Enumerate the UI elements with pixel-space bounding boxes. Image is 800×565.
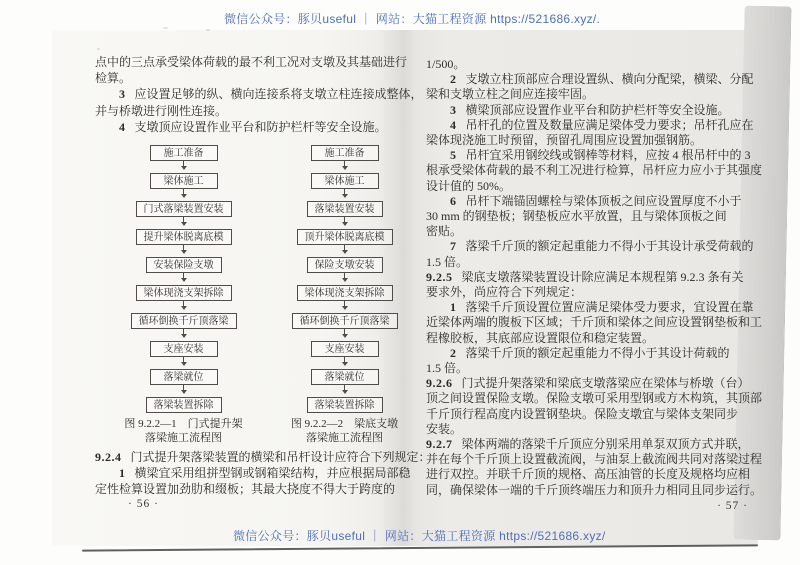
text-line bbox=[426, 117, 754, 133]
page-number-56: · 56 · bbox=[128, 498, 159, 510]
item-number: 4 bbox=[450, 117, 457, 132]
line-text: 梁和支墩立柱之间应连接牢固。 bbox=[426, 87, 595, 102]
line-text: 密贴。 bbox=[426, 224, 463, 239]
flowchart-step bbox=[131, 313, 237, 341]
flowchart-step bbox=[150, 173, 218, 201]
figure-caption-line2: 落梁施工流程图 bbox=[145, 431, 222, 444]
flowchart-step bbox=[297, 285, 393, 313]
item-number: 2 bbox=[450, 72, 457, 87]
figure-caption-line1: 图 9.2.2—1 门式提升架 bbox=[124, 418, 243, 430]
text-line bbox=[426, 148, 750, 163]
flowchart-step bbox=[146, 257, 222, 285]
line-text: 设计值的 50%。 bbox=[426, 178, 511, 193]
arrow-down-icon bbox=[181, 329, 187, 341]
flowchart-step bbox=[136, 201, 232, 229]
line-text: 落梁千斤顶设置位置应满足梁体受力要求，宜设置在靠 bbox=[465, 300, 754, 315]
text-line bbox=[426, 72, 754, 87]
arrow-down-icon bbox=[181, 357, 187, 369]
line-text: 检算。 bbox=[95, 71, 132, 86]
flowchart-step-box: 梁体施工 bbox=[150, 173, 218, 189]
flowchart-steps bbox=[108, 145, 259, 413]
arrow-down-icon bbox=[342, 161, 348, 173]
left-page-bottom-paragraphs bbox=[95, 449, 431, 498]
line-text: 梁体两端的落梁千斤顶应分别采用单泵双顶方式并联， bbox=[461, 437, 750, 452]
arrow-down-icon bbox=[181, 217, 187, 229]
flowchart-step bbox=[307, 257, 383, 285]
text-line bbox=[426, 224, 750, 239]
line-text: 近梁体两端的腹板下区域；千斤顶和梁体之间应设置钢垫板和工 bbox=[426, 315, 763, 330]
text-line bbox=[426, 300, 754, 315]
line-text: 定性检算设置加劲肋和缀板；其最大挠度不得大于跨度的 bbox=[95, 482, 396, 497]
text-line bbox=[426, 194, 750, 209]
line-text: 程橡胶板，其底部应设置限位和稳定装置。 bbox=[426, 330, 655, 345]
flowchart-step-box: 落梁装置安装 bbox=[307, 201, 383, 217]
text-line bbox=[426, 452, 763, 467]
text-line bbox=[426, 103, 750, 118]
flowchart-step bbox=[311, 369, 379, 397]
text-line bbox=[426, 422, 750, 437]
line-text: 顶之间设置保险支墩。保险支墩可采用型钢或方木构筑，其顶部 bbox=[426, 391, 763, 406]
item-number: 9.2.5 bbox=[426, 269, 453, 284]
flowchart-step bbox=[146, 397, 222, 413]
line-text: 30 mm 的钢垫板；钢垫板应水平放置，且与梁体顶板之间 bbox=[426, 209, 727, 224]
flowchart-beam-bottom-support bbox=[269, 145, 420, 445]
line-text: 并与桥墩进行刚性连接。 bbox=[95, 103, 228, 118]
scan-speck bbox=[163, 27, 168, 29]
text-line bbox=[426, 331, 750, 346]
arrow-down-icon bbox=[342, 189, 348, 201]
line-text: 梁体现浇施工时预留，预留孔周围应设置加强钢筋。 bbox=[426, 133, 703, 148]
line-text: 进行双控。并联千斤顶的规格、高压油管的长度及规格均应相 bbox=[426, 467, 751, 482]
line-text: 点中的三点承受梁体荷载的最不利工况对支墩及其基础进行 bbox=[95, 55, 408, 69]
flowchart-step bbox=[150, 145, 218, 173]
arrow-down-icon bbox=[181, 161, 187, 173]
flowchart-step-box: 落梁装置拆除 bbox=[146, 397, 222, 413]
flowchart-step-box: 保险支墩安装 bbox=[307, 257, 383, 273]
flowchart-step-box: 施工准备 bbox=[311, 145, 379, 161]
line-text: 梁底支墩落梁装置设计除应满足本规程第 9.2.3 条有关 bbox=[461, 269, 744, 284]
flowchart-step bbox=[136, 229, 232, 257]
flowchart-step-box: 提升梁体脱离底模 bbox=[136, 229, 232, 245]
arrow-down-icon bbox=[342, 245, 348, 257]
flowchart-step-box: 安装保险支墩 bbox=[146, 257, 222, 273]
flowchart-step bbox=[311, 341, 379, 369]
item-number: 1 bbox=[119, 466, 126, 481]
text-line bbox=[426, 270, 750, 285]
line-text: 1/500。 bbox=[426, 57, 466, 71]
text-line bbox=[426, 346, 750, 361]
arrow-down-icon bbox=[342, 217, 348, 229]
flowchart-step bbox=[311, 173, 379, 201]
flowchart-step bbox=[150, 341, 218, 369]
flowchart-steps bbox=[269, 145, 420, 413]
flowchart-step bbox=[297, 229, 393, 257]
line-text: 横梁顶部应设置作业平台和防护栏杆等安全设施。 bbox=[465, 102, 730, 117]
line-text: 支墩立柱顶部应合理设置纵、横向分配梁，横梁、分配 bbox=[465, 72, 754, 87]
figure-caption bbox=[124, 418, 242, 445]
text-line bbox=[426, 163, 763, 178]
item-number: 1 bbox=[450, 300, 457, 315]
text-line bbox=[95, 103, 409, 119]
line-text: 1.5 倍。 bbox=[426, 254, 469, 269]
line-text: 门式提升架落梁和梁底支墩落梁应在梁体与桥墩（台） bbox=[461, 376, 750, 391]
figure-caption-line1: 图 9.2.2—2 梁底支墩 bbox=[290, 418, 399, 430]
flowchart-step-box: 顶升梁体脱离底模 bbox=[297, 229, 393, 245]
arrow-down-icon bbox=[181, 189, 187, 201]
watermark-top: 微信公众号：豚贝useful ｜ 网站：大猫工程资源 https://521686.xyz/. bbox=[224, 12, 601, 26]
text-line bbox=[426, 437, 750, 452]
arrow-down-icon bbox=[342, 301, 348, 313]
line-text: 千斤顶行程高度内设置钢垫块。保险支墩宜与梁体支架同步 bbox=[426, 406, 739, 421]
item-number: 3 bbox=[450, 102, 457, 117]
figure-caption-line2: 落梁施工流程图 bbox=[306, 431, 383, 444]
arrow-down-icon bbox=[181, 273, 187, 285]
arrow-down-icon bbox=[181, 385, 187, 397]
flowchart-step-box: 支座安装 bbox=[150, 341, 218, 357]
flowchart-step-box: 循环倒换千斤顶落梁 bbox=[131, 313, 237, 329]
line-text: 安装。 bbox=[426, 421, 463, 436]
flowchart-step-box: 落梁就位 bbox=[150, 369, 218, 385]
item-number: 4 bbox=[119, 119, 126, 134]
line-text: 根承受梁体荷载的最不利工况进行检算，吊杆应力应小于其强度 bbox=[426, 163, 763, 178]
watermark-bottom: 微信公众号：豚贝useful ｜ 网站：大猫工程资源 https://521686.xyz/ bbox=[233, 529, 606, 543]
text-line bbox=[426, 209, 750, 224]
line-text: 支墩顶应设置作业平台和防护栏杆等安全设施。 bbox=[134, 119, 387, 134]
text-line bbox=[426, 482, 763, 498]
line-text: 吊杆孔的位置及数量应满足梁体受力要求；吊杆孔应在 bbox=[465, 117, 754, 132]
arrow-down-icon bbox=[181, 301, 187, 313]
figure-caption bbox=[291, 418, 398, 445]
item-number: 6 bbox=[450, 193, 457, 208]
text-line bbox=[426, 239, 754, 254]
line-text: 落梁千斤顶的额定起重能力不得小于其设计承受荷载的 bbox=[465, 239, 754, 254]
line-text: 吊杆下端锚固螺栓与梁体顶板之间应设置厚度不小于 bbox=[465, 193, 742, 208]
item-number: 2 bbox=[450, 345, 457, 360]
flowchart-step-box: 梁体现浇支架拆除 bbox=[297, 285, 393, 301]
flowchart-step-box: 支座安装 bbox=[311, 341, 379, 357]
arrow-down-icon bbox=[342, 385, 348, 397]
flowchart-figures-row bbox=[108, 145, 420, 445]
arrow-down-icon bbox=[342, 273, 348, 285]
right-page-paragraphs bbox=[426, 57, 763, 498]
flowchart-step bbox=[136, 285, 232, 313]
line-text: 横梁宜采用组拼型钢或钢箱梁结构，并应根据局部稳 bbox=[134, 466, 411, 481]
text-line bbox=[426, 57, 750, 72]
text-line bbox=[426, 285, 750, 300]
line-text: 同，确保梁体一端的千斤顶终端压力和顶升力相同且同步运行。 bbox=[426, 482, 763, 497]
flowchart-step-box: 落梁就位 bbox=[311, 369, 379, 385]
flowchart-step bbox=[307, 397, 383, 413]
item-number: 5 bbox=[450, 148, 457, 163]
flowchart-step-box: 梁体现浇支架拆除 bbox=[136, 285, 232, 301]
item-number: 9.2.4 bbox=[95, 450, 122, 464]
flowchart-step bbox=[150, 369, 218, 397]
text-line bbox=[95, 70, 409, 86]
item-number: 3 bbox=[119, 87, 126, 102]
flowchart-step-box: 施工准备 bbox=[150, 145, 218, 161]
text-line bbox=[95, 481, 409, 497]
text-line bbox=[426, 361, 750, 376]
arrow-down-icon bbox=[342, 357, 348, 369]
left-page-top-paragraphs bbox=[95, 54, 423, 135]
flowchart-step bbox=[292, 313, 398, 341]
arrow-down-icon bbox=[181, 245, 187, 257]
flowchart-step bbox=[307, 201, 383, 229]
text-line bbox=[426, 467, 750, 482]
flowchart-step bbox=[311, 145, 379, 173]
text-line bbox=[426, 407, 750, 422]
text-line bbox=[95, 465, 409, 481]
line-text: 要求外，尚应符合下列规定： bbox=[426, 285, 583, 300]
flowchart-step-box: 落梁装置拆除 bbox=[307, 397, 383, 413]
text-line bbox=[426, 315, 763, 330]
flowchart-step-box: 门式落梁装置安装 bbox=[136, 201, 232, 217]
text-line bbox=[95, 119, 409, 135]
text-line bbox=[95, 86, 423, 102]
line-text: 落梁千斤顶的额定起重能力不得小于其设计荷载的 bbox=[465, 345, 730, 360]
text-line bbox=[426, 255, 750, 270]
flowchart-gantry-lifting-frame bbox=[108, 145, 259, 445]
line-text: 门式提升架落梁装置的横梁和吊杆设计应符合下列规定： bbox=[130, 450, 431, 464]
flowchart-step-box: 梁体施工 bbox=[311, 173, 379, 189]
text-line bbox=[426, 87, 750, 102]
page-right-57 bbox=[412, 30, 763, 546]
text-line bbox=[426, 133, 750, 148]
line-text: 吊杆宜采用钢绞线或钢棒等材料，应按 4 根吊杆中的 3 bbox=[465, 148, 751, 163]
line-text: 1.5 倍。 bbox=[426, 361, 469, 376]
item-number: 9.2.7 bbox=[426, 437, 453, 452]
text-line bbox=[95, 449, 431, 465]
item-number: 7 bbox=[450, 239, 457, 254]
text-line bbox=[95, 54, 409, 70]
item-number: 9.2.6 bbox=[426, 376, 453, 391]
line-text: 应设置足够的纵、横向连接系将支墩立柱连接成整体， bbox=[134, 87, 423, 102]
text-line bbox=[426, 391, 763, 406]
text-line bbox=[426, 376, 750, 391]
page-number-57: · 57 · bbox=[717, 500, 748, 512]
flowchart-step-box: 循环倒换千斤顶落梁 bbox=[292, 313, 398, 329]
line-text: 并在每个千斤顶上设置截流阀，与油泵上截流阀共同对落梁过程 bbox=[426, 452, 763, 467]
arrow-down-icon bbox=[342, 329, 348, 341]
text-line bbox=[426, 179, 750, 194]
